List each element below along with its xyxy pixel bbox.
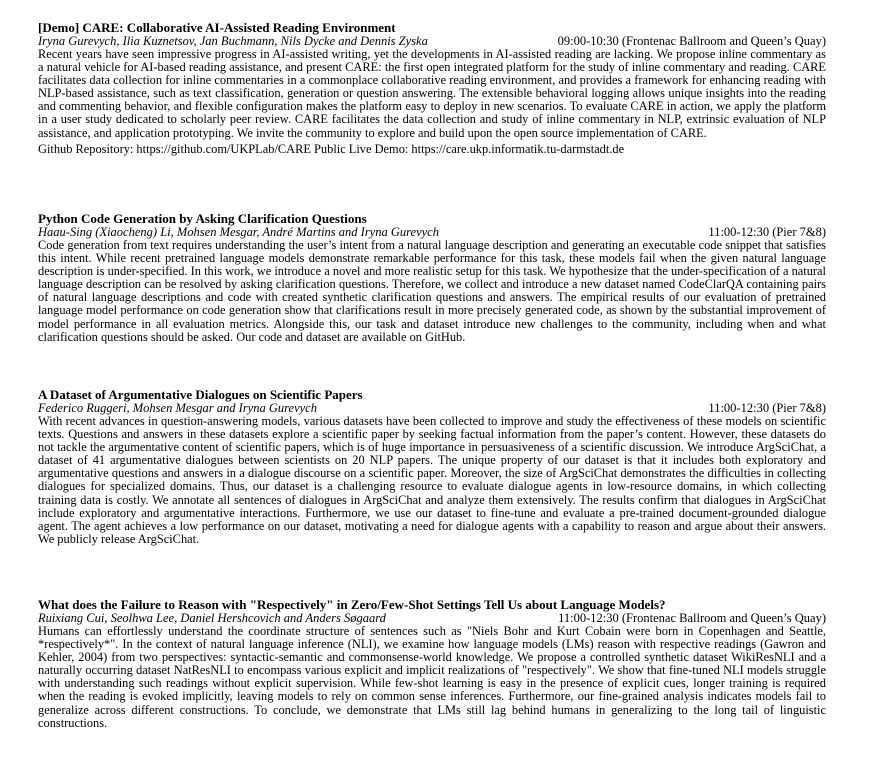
paper-abstract: Code generation from text requires understanding the user’s intent from a natural language description and generating an executable code snippet that satisfies this intent. While recent pretrained language models demonstrate remarkable performance for this task, these models fail when the given natural language description is under-specified. In this work, we introduce a novel and more realistic setup for this task. We hypothesize that the under-specification of a natural language description can be resolved by asking clarification questions. Therefore, we collect and introduce a new dataset named CodeClarQA containing pairs of natural language descriptions and code with created synthetic clarification questions and answers. The empirical results of our evaluation of pretrained language model performance on code generation show that clarifications result in more precisely generated code, as shown by the substantial improvement of model performance in all evaluation metrics. Alongside this, our task and dataset introduce new challenges to the community, including when and what clarification questions should be asked. Our code and dataset are available on GitHub.	[38, 238, 826, 344]
paper-authors: Ruixiang Cui, Seolhwa Lee, Daniel Hershcovich and Anders Søgaard	[38, 611, 386, 625]
paper-abstract: Recent years have seen impressive progress in AI-assisted writing, yet the developments in AI-assisted reading are lacking. We propose inline commentary as a natural vehicle for AI-based reading assistance, and present CARE: the first open integrated platform for the study of inline commentary and reading. CARE facilitates data collection for inline commentaries in a commonplace collaborative reading environment, and provides a framework for enhancing reading with NLP-based assistance, such as text classification, generation or question answering. The extensible behavioral logging allows unique insights into the reading and commenting behavior, and flexible configuration makes the platform easy to deploy in new scenarios. To evaluate CARE in action, we apply the platform in a user study dedicated to scholarly peer review. CARE facilitates the data collection and study of inline commentary in NLP, extrinsic evaluation of NLP assistance, and application prototyping. We invite the community to explore and build upon the open source implementation of CARE.	[38, 47, 826, 140]
paper-session-time: 11:00-12:30 (Pier 7&8)	[708, 401, 826, 415]
paper-authors: Iryna Gurevych, Ilia Kuznetsov, Jan Buchmann, Nils Dycke and Dennis Zyska	[38, 34, 428, 48]
paper-session-time: 11:00-12:30 (Pier 7&8)	[708, 225, 826, 239]
paper-authors: Haau-Sing (Xiaocheng) Li, Mohsen Mesgar, André Martins and Iryna Gurevych	[38, 225, 439, 239]
paper-title: What does the Failure to Reason with "Respectively" in Zero/Few-Shot Settings Tell Us about Language Models?	[38, 597, 666, 612]
paper-entry	[38, 598, 826, 730]
paper-session-time: 09:00-10:30 (Frontenac Ballroom and Queen’s Quay)	[557, 34, 826, 48]
paper-entry	[38, 212, 826, 344]
paper-abstract: With recent advances in question-answering models, various datasets have been collected to improve and study the effectiveness of these models on scientific texts. Questions and answers in these datasets explore a scientific paper by seeking factual information from the paper’s content. However, these datasets do not tackle the argumentative content of scientific papers, which is of huge importance in persuasiveness of a scientific discussion. We introduce ArgSciChat, a dataset of 41 argumentative dialogues between scientists on 20 NLP papers. The unique property of our dataset is that it includes both exploratory and argumentative questions and answers in a dialogue discourse on a scientific paper. Moreover, the size of ArgSciChat demonstrates the difficulties in collecting dialogues for specialized domains. Thus, our dataset is a challenging resource to evaluate dialogue agents in low-resource domains, in which collecting training data is costly. We annotate all sentences of dialogues in ArgSciChat and analyze them extensively. The results confirm that dialogues in ArgSciChat include exploratory and argumentative interactions. Furthermore, we use our dataset to fine-tune and evaluate a pre-trained document-grounded dialogue agent. The agent achieves a low performance on our dataset, motivating a need for dialogue agents with a capability to reason and argue about their answers. We publicly release ArgSciChat.	[38, 414, 826, 546]
paper-abstract: Humans can effortlessly understand the coordinate structure of sentences such as "Niels Bohr and Kurt Cobain were born in Copenhagen and Seattle, *respectively*". In the context of natural language inference (NLI), we examine how language models (LMs) reason with respective readings (Gawron and Kehler, 2004) from two perspectives: syntactic-semantic and commonsense-world knowledge. We propose a controlled synthetic dataset WikiResNLI and a naturally occurring dataset NatResNLI to encompass various explicit and implicit realizations of "respectively". We show that fine-tuned NLI models struggle with understanding such readings without explicit supervision. While few-shot learning is easy in the presence of explicit cues, longer training is required when the reading is evoked implicitly, leaving models to rely on common sense inferences. Furthermore, our fine-grained analysis indicates models fail to generalize across different constructions. To conclude, we demonstrate that LMs still lag behind humans in generalizing to the long tail of linguistic constructions.	[38, 624, 826, 730]
paper-authors: Federico Ruggeri, Mohsen Mesgar and Iryna Gurevych	[38, 401, 317, 415]
paper-session-time: 11:00-12:30 (Frontenac Ballroom and Queen’s Quay)	[558, 611, 826, 625]
paper-title: A Dataset of Argumentative Dialogues on Scientific Papers	[38, 387, 363, 402]
paper-title: Python Code Generation by Asking Clarification Questions	[38, 211, 367, 226]
paper-title: [Demo] CARE: Collaborative AI-Assisted Reading Environment	[38, 20, 396, 35]
paper-entry	[38, 21, 826, 156]
paper-entry	[38, 388, 826, 546]
paper-links[interactable]: Github Repository: https://github.com/UKPLab/CARE Public Live Demo: https://care.ukp.informatik.tu-darmstadt.de	[38, 141, 625, 156]
